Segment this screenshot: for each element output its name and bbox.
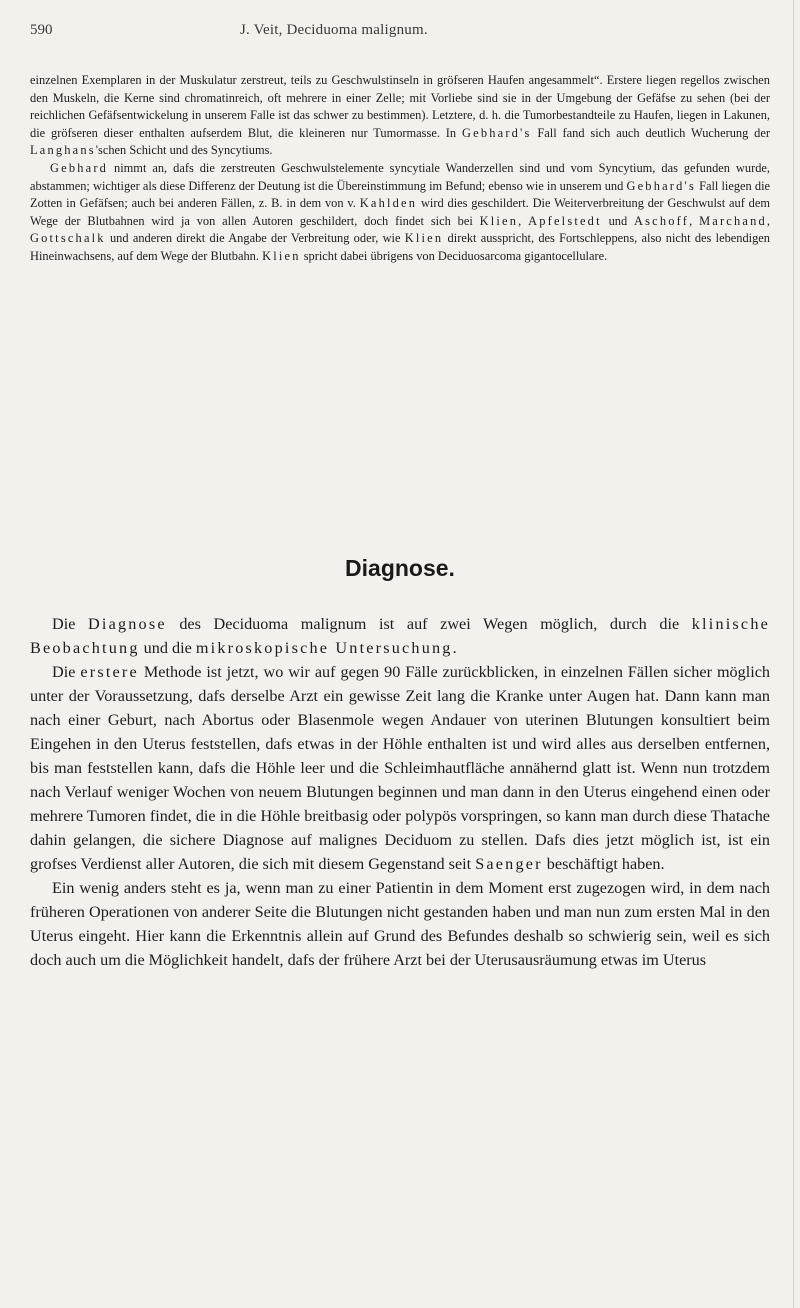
author-name: Aschoff xyxy=(634,213,690,228)
emphasis-term: erstere xyxy=(80,663,139,681)
body-paragraph-2 xyxy=(30,660,770,876)
text-run: und xyxy=(601,213,635,228)
text-run: 'schen Schicht und des Syncytiums. xyxy=(95,143,273,158)
text-run: . xyxy=(452,639,457,657)
page-edge-shadow xyxy=(793,0,794,1308)
author-name: Gebhard xyxy=(50,160,109,175)
text-run: Methode ist jetzt, wo wir auf gegen 90 Fälle zurückblicken, in einzelnen Fällen sicher möglich unter der Voraussetzung, dafs derselbe Arzt ein gewisse Zeit lang die Kranke unter Augen hat. Dann kann man nach einer Geburt, nach Abortus oder Blasenmole wegen Andauer von uterinen Blutungen konsultiert beim Eingehen in den Uterus feststellen, dafs etwas in der Höhle enthalten ist und wird alles aus derselben entfernen, bis man feststellen kann, dafs die Höhle leer und die Schleimhautfläche annähernd glatt ist. Wenn nun trotzdem nach Verlauf weniger Wochen von neuem Blutungen beginnen und man dann in den Uterus eingehend einen oder mehrere Tumoren findet, die in die Höhle breitbasig oder polypös vorspringen, so kann man durch diese Thatache dahin gelangen, die sichere Diagnose auf malignes Deciduom zu stellen. Dafs dies jetzt möglich ist, ist ein grofses Verdienst aller Autoren, die sich mit diesem Gegenstand seit xyxy=(30,663,770,873)
running-title: J. Veit, Deciduoma malignum. xyxy=(240,22,428,38)
emphasis-term: klinische Beobachtung xyxy=(30,615,770,657)
text-run: wird dies geschildert. Die Weiterverbreitung der Geschwulst auf dem Wege der Blutbahnen wird ja von allen Autoren geschildert, doch findet sich bei xyxy=(30,196,770,228)
intro-paragraph-2 xyxy=(30,160,770,266)
text-run: Die xyxy=(52,615,88,633)
body-paragraph-3: Ein wenig anders steht es ja, wenn man zu einer Patientin in dem Moment erst zugezogen wird, in dem nach früheren Operationen von anderer Seite die Blutungen nicht gestanden haben und man nun zum ersten Mal in den Uterus eingeht. Hier kann die Erkenntnis allein auf Grund des Befundes deshalb so schwierig sein, weil es sich doch auch um die Möglichkeit handelt, dafs der frühere Arzt bei der Uterusausräumung etwas im Uterus xyxy=(30,879,770,969)
author-name: Klien xyxy=(404,231,444,246)
author-name: Apfelstedt xyxy=(528,213,602,228)
text-run: des Deciduoma malignum ist auf zwei Wegen möglich, durch die xyxy=(166,615,692,633)
text-run: spricht dabei übrigens von Deciduosarcoma gigantocellulare. xyxy=(300,248,608,263)
main-text-block xyxy=(30,612,770,972)
author-name: Langhans xyxy=(30,143,96,158)
author-name: Gebhard's xyxy=(461,125,532,140)
text-run: und anderen direkt die Angabe der Verbreitung oder, wie xyxy=(105,231,405,246)
emphasis-term: mikroskopische Untersuchung xyxy=(195,639,453,657)
author-name: Gebhard's xyxy=(626,178,696,193)
intro-paragraph-1 xyxy=(30,72,770,160)
text-run: Fall liegen die Zotten in Gefäfsen; auch bei anderen Fällen, z. B. in dem von v. xyxy=(30,178,771,211)
text-run: nimmt an, dafs die zerstreuten Geschwulstelemente syncytiale Wanderzellen sind und vom Syncytium, das gefunden wurde, abstammen; wichtiger als diese Differenz der Deutung ist die Übereinstimmung im Befund; ebenso wie in unserem und xyxy=(30,160,770,193)
author-name: Klien xyxy=(479,213,519,228)
text-run: direkt ausspricht, des Fortschleppens, also nicht des lebendigen Hineinwachsens, auf dem Wege der Blutbahn. xyxy=(30,231,770,263)
author-name: Gottschalk xyxy=(30,231,106,246)
text-run: , xyxy=(689,213,700,228)
body-paragraph-1 xyxy=(30,612,770,660)
text-run: und die xyxy=(139,639,196,657)
text-run: , xyxy=(518,213,529,228)
emphasis-term: Diagnose xyxy=(87,615,167,633)
author-name: Kahlden xyxy=(359,196,418,211)
text-run: Die xyxy=(52,663,81,681)
author-name: Marchand xyxy=(699,213,767,228)
text-run: einzelnen Exemplaren in der Muskulatur zerstreut, teils zu Geschwulstinseln in gröfseren Haufen angesammelt“. Erstere liegen regellos zwischen den Muskeln, die Kerne sind chromatinreich, oft mehrere in einer Zelle; mit Vorliebe sind sie in der Umgebung der Gefäfse zu sehen (bei der reichlichen Gefäfsentwickelung in unserem Falle ist das schwer zu bestimmen). Letztere, d. h. die Tumorbestandteile zu Haufen, liegen in Lakunen, die gröfseren dieser enthalten aufserdem Blut, die kleineren nur Tumormasse. In xyxy=(30,73,770,140)
text-run: Fall fand sich auch deutlich Wucherung der xyxy=(531,125,770,140)
running-header xyxy=(30,22,770,46)
page-number: 590 xyxy=(30,22,53,38)
text-run: , xyxy=(766,213,770,228)
author-name: Saenger xyxy=(475,855,543,873)
author-name: Klien xyxy=(262,248,301,263)
intro-text-block xyxy=(30,72,770,266)
text-run: beschäftigt haben. xyxy=(542,855,665,873)
section-heading: Diagnose. xyxy=(345,555,455,581)
